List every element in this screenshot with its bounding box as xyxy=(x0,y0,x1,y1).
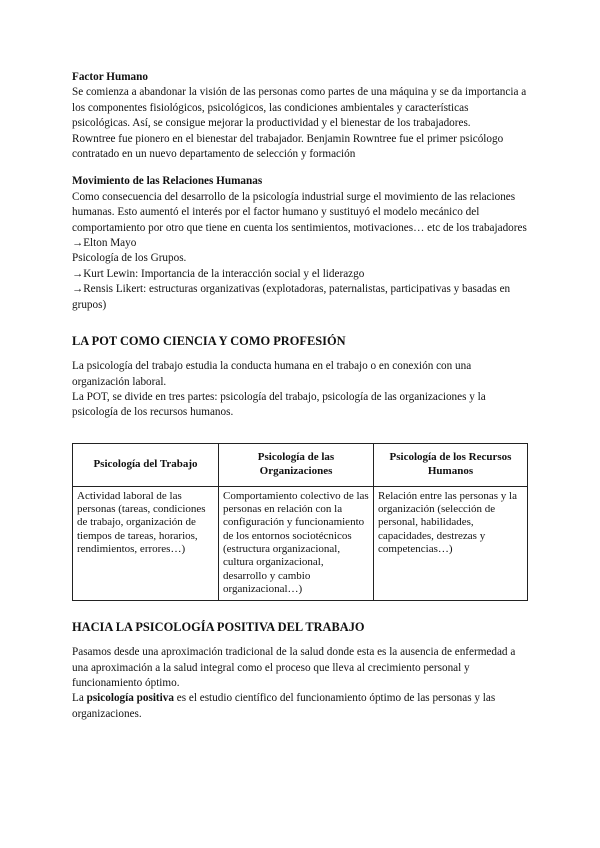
table-cell: Comportamiento colectivo de las personas en relación con la configuración y funcionamiento de los entornos sociotécnicos (estructura organizacional, cultura organizacional, desarrollo y cambio organizacional…) xyxy=(219,486,374,600)
factor-humano-paragraph: Se comienza a abandonar la visión de las personas como partes de una máquina y se da importancia a los componentes fisiológicos, psicológicos, las condiciones ambientales y características psicológicas. Así, se consigue mejorar la productividad y el bienestar de los trabajadores. xyxy=(72,86,527,130)
pot-paragraph-1: La psicología del trabajo estudia la conducta humana en el trabajo o en conexión con una organización laboral. xyxy=(72,360,472,388)
table-row xyxy=(73,486,528,600)
rowntree-paragraph: Rowntree fue pionero en el bienestar del trabajador. Benjamin Rowntree fue el primer psicólogo contratado en un nuevo departamento de selección y formación xyxy=(72,132,504,161)
relaciones-humanas-heading: Movimiento de las Relaciones Humanas xyxy=(72,175,263,188)
pot-heading: LA POT COMO CIENCIA Y COMO PROFESIÓN xyxy=(72,334,346,349)
table-header: Psicología del Trabajo xyxy=(73,443,219,486)
pot-paragraph-2: La POT, se divide en tres partes: psicología del trabajo, psicología de las organizaciones y la psicología de los recursos humanos. xyxy=(72,390,486,419)
positiva-paragraph-1: Pasamos desde una aproximación tradicional de la salud donde esta es la ausencia de enfermedad a una aproximación a la salud integral como el proceso que lleva al crecimiento personal y funcionamiento óptimo. xyxy=(72,646,516,689)
kurt-lewin-line: →Kurt Lewin: Importancia de la interacción social y el liderazgo xyxy=(72,267,365,280)
relaciones-humanas-paragraph: Como consecuencia del desarrollo de la psicología industrial surge el movimiento de las relaciones humanas. Esto aumentó el interés por el factor humano y sustituyó el modelo mecánico del comportamiento por otro que tiene en cuenta los sentimientos, motivaciones… etc de los trabajadores xyxy=(72,190,527,234)
positiva-paragraph-2 xyxy=(72,691,528,722)
factor-humano-heading: Factor Humano xyxy=(72,71,148,83)
table-header: Psicología de los Recursos Humanos xyxy=(374,443,528,486)
document-page xyxy=(72,70,528,722)
rensis-likert-line: →Rensis Likert: estructuras organizativas (explotadoras, paternalistas, participativas y basadas en grupos) xyxy=(72,283,511,311)
psicologia-positiva-term: psicología positiva xyxy=(86,692,174,705)
grupos-line: Psicología de los Grupos. xyxy=(72,252,187,265)
positiva-text-pre: La xyxy=(72,692,87,705)
positiva-text-post: es el estudio científico del funcionamiento óptimo de las personas y las organizaciones. xyxy=(72,692,496,720)
positiva-heading: HACIA LA PSICOLOGÍA POSITIVA DEL TRABAJO xyxy=(72,620,365,635)
elton-mayo-line: →Elton Mayo xyxy=(72,237,137,250)
table-header: Psicología de las Organizaciones xyxy=(219,443,374,486)
table-header-row xyxy=(73,443,528,486)
table-cell: Actividad laboral de las personas (tareas, condiciones de trabajo, organización de tiempos de tareas, horarios, rendimientos, errores…) xyxy=(73,486,219,600)
table-cell: Relación entre las personas y la organización (selección de personal, habilidades, capacidades, destrezas y competencias…) xyxy=(374,486,528,600)
pot-table xyxy=(72,443,528,601)
